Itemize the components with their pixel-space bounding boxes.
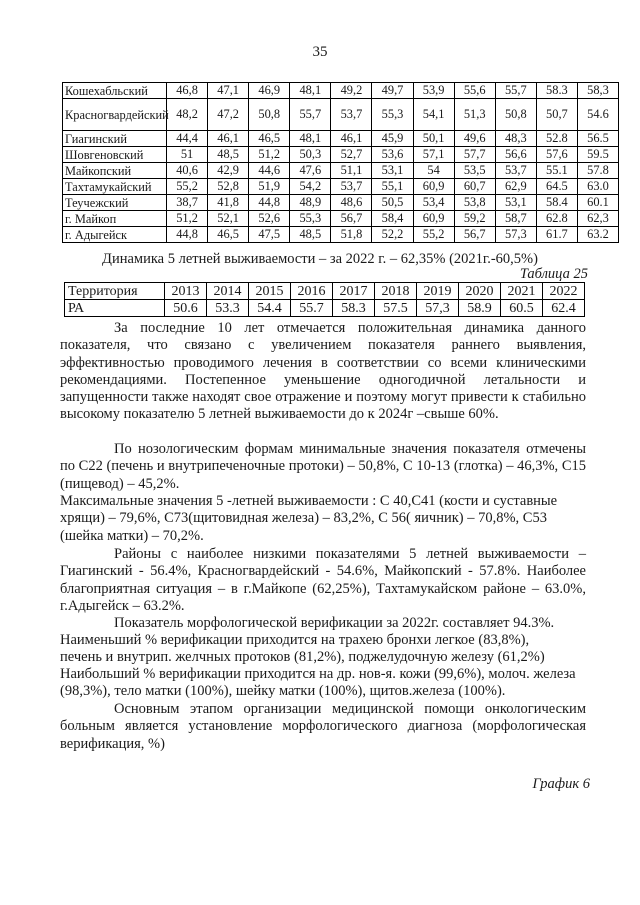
district-value-cell: 48,5 (290, 227, 331, 243)
district-value-cell: 52,8 (208, 179, 249, 195)
district-value-cell: 48,5 (208, 147, 249, 163)
district-value-cell: 52,1 (208, 211, 249, 227)
table-25-year-header: 2013 (165, 283, 207, 300)
district-value-cell: 55.1 (536, 163, 577, 179)
table-25-year-header: 2022 (543, 283, 585, 300)
district-value-cell: 63.0 (577, 179, 618, 195)
districts-table-row (63, 147, 619, 163)
district-value-cell: 47,2 (208, 99, 249, 131)
district-value-cell: 42,9 (208, 163, 249, 179)
district-value-cell: 55,3 (372, 99, 413, 131)
district-value-cell: 52,7 (331, 147, 372, 163)
table-25-year-header: 2014 (207, 283, 249, 300)
district-value-cell: 58,4 (372, 211, 413, 227)
district-value-cell: 51 (167, 147, 208, 163)
table-25-territory-cell: РА (65, 300, 165, 317)
district-value-cell: 44,6 (249, 163, 290, 179)
district-value-cell: 55,3 (290, 211, 331, 227)
district-value-cell: 38,7 (167, 195, 208, 211)
paragraph-verification-total: Показатель морфологической верификации за 2022г. составляет 94.3%. (114, 615, 555, 631)
table-25-year-header: 2018 (375, 283, 417, 300)
table-25-value-cell: 55.7 (291, 300, 333, 317)
district-value-cell: 57,7 (454, 147, 495, 163)
table-25-value-cell: 57.5 (375, 300, 417, 317)
table-25-value-cell: 53.3 (207, 300, 249, 317)
district-name-cell: Тахтамукайский (63, 179, 167, 195)
district-value-cell: 50,1 (413, 131, 454, 147)
table-25-value-cell: 62.4 (543, 300, 585, 317)
district-value-cell: 49,7 (372, 83, 413, 99)
district-value-cell: 56.5 (577, 131, 618, 147)
table-25-value-cell: 57,3 (417, 300, 459, 317)
district-value-cell: 44,4 (167, 131, 208, 147)
table-25-year-header: 2016 (291, 283, 333, 300)
district-value-cell: 53,6 (372, 147, 413, 163)
district-value-cell: 55,7 (290, 99, 331, 131)
paragraph-verification-min: Наименьший % верификации приходится на трахею бронхи легкое (83,8%), (60, 632, 530, 648)
district-value-cell: 55,1 (372, 179, 413, 195)
district-value-cell: 60,9 (413, 211, 454, 227)
district-value-cell: 51,9 (249, 179, 290, 195)
table-25-year-header: 2020 (459, 283, 501, 300)
district-value-cell: 49,2 (331, 83, 372, 99)
district-value-cell: 47,5 (249, 227, 290, 243)
district-value-cell: 58.3 (536, 83, 577, 99)
district-value-cell: 55,6 (454, 83, 495, 99)
district-value-cell: 50,7 (536, 99, 577, 131)
table-25-data-row (65, 300, 585, 317)
paragraph-trend: За последние 10 лет отмечается положительная динамика данного показателя, что связано с увеличением показателя раннего выявления, эффективностью проводимого лечения в соответствии со всеми клиническими рекомендациями. Постепенное уменьшение одногодичной летальности и запущенности также находят свое отражение и поэтому могут привести к стабильно высокому показателю 5 летней выживаемости до к 2024г –свыше 60%. (60, 320, 586, 423)
paragraph-max-values: Максимальные значения 5 -летней выживаемости : С 40,С41 (кости и суставные хрящи) – 79,6%, С73(щитовидная железа) – 83,2%, С 56( яичник) – 70,8%, С53 (шейка матки) – 70,2%. (60, 493, 558, 544)
table-25-year-header: 2017 (333, 283, 375, 300)
district-value-cell: 52,2 (372, 227, 413, 243)
paragraph-verification-max: Наибольший % верификации приходится на др. нов-я. кожи (99,6%), молоч. железа (98,3%), тело матки (100%), шейку матки (100%), щитов.железа (100%). (60, 666, 576, 700)
district-value-cell: 53,7 (495, 163, 536, 179)
paragraph-morphology: Основным этапом организации медицинской помощи онкологическим больным является установление морфологического диагноза (морфологическая верификация, %) (60, 701, 586, 752)
district-value-cell: 50,8 (249, 99, 290, 131)
district-value-cell: 62,3 (577, 211, 618, 227)
table-25-year-header: 2015 (249, 283, 291, 300)
district-value-cell: 46,9 (249, 83, 290, 99)
district-value-cell: 51,3 (454, 99, 495, 131)
district-value-cell: 51,8 (331, 227, 372, 243)
district-value-cell: 62.8 (536, 211, 577, 227)
district-value-cell: 51,2 (249, 147, 290, 163)
table-25-value-cell: 58.3 (333, 300, 375, 317)
district-value-cell: 53,7 (331, 179, 372, 195)
table-25-value-cell: 58.9 (459, 300, 501, 317)
district-name-cell: г. Майкоп (63, 211, 167, 227)
district-value-cell: 51,2 (167, 211, 208, 227)
district-name-cell: Кошехабльский (63, 83, 167, 99)
district-value-cell: 63.2 (577, 227, 618, 243)
district-value-cell: 54,2 (290, 179, 331, 195)
table-25-value-cell: 54.4 (249, 300, 291, 317)
districts-table-row (63, 211, 619, 227)
district-value-cell: 50,5 (372, 195, 413, 211)
district-value-cell: 57.8 (577, 163, 618, 179)
district-value-cell: 60,7 (454, 179, 495, 195)
table-25-territory-header: Территория (65, 283, 165, 300)
district-value-cell: 60.1 (577, 195, 618, 211)
table-25-value-cell: 60.5 (501, 300, 543, 317)
district-value-cell: 56,6 (495, 147, 536, 163)
district-value-cell: 40,6 (167, 163, 208, 179)
district-value-cell: 57,3 (495, 227, 536, 243)
district-value-cell: 54 (413, 163, 454, 179)
district-value-cell: 46,5 (249, 131, 290, 147)
district-value-cell: 48,1 (290, 83, 331, 99)
district-value-cell: 57,6 (536, 147, 577, 163)
district-name-cell: Майкопский (63, 163, 167, 179)
districts-table-row (63, 163, 619, 179)
dynamics-caption: Динамика 5 летней выживаемости – за 2022 г. – 62,35% (2021г.-60,5%) (102, 251, 538, 267)
district-value-cell: 50,8 (495, 99, 536, 131)
districts-table (62, 82, 619, 243)
district-name-cell: Теучежский (63, 195, 167, 211)
district-value-cell: 58.4 (536, 195, 577, 211)
district-value-cell: 56,7 (454, 227, 495, 243)
district-value-cell: 46,8 (167, 83, 208, 99)
paragraph-min-values: По нозологическим формам минимальные значения показателя отмечены по С22 (печень и внутрипеченочные протоки) – 50,8%, С 10-13 (глотка) – 46,3%, С15 (пищевод) – 45,2%. (60, 441, 586, 492)
district-value-cell: 50,3 (290, 147, 331, 163)
district-value-cell: 58,3 (577, 83, 618, 99)
district-value-cell: 52.8 (536, 131, 577, 147)
district-value-cell: 47,6 (290, 163, 331, 179)
graph-6-label: График 6 (532, 776, 590, 792)
district-value-cell: 48,1 (290, 131, 331, 147)
district-value-cell: 45,9 (372, 131, 413, 147)
district-value-cell: 61.7 (536, 227, 577, 243)
district-value-cell: 48,3 (495, 131, 536, 147)
district-value-cell: 60,9 (413, 179, 454, 195)
table-25-year-header: 2019 (417, 283, 459, 300)
district-value-cell: 53,1 (372, 163, 413, 179)
districts-table-row (63, 83, 619, 99)
district-value-cell: 62,9 (495, 179, 536, 195)
districts-table-row (63, 131, 619, 147)
district-name-cell: Шовгеновский (63, 147, 167, 163)
district-value-cell: 58,7 (495, 211, 536, 227)
district-value-cell: 48,9 (290, 195, 331, 211)
district-value-cell: 53,4 (413, 195, 454, 211)
districts-table-row (63, 179, 619, 195)
district-value-cell: 64.5 (536, 179, 577, 195)
table-25-label: Таблица 25 (519, 266, 588, 282)
page-number: 35 (312, 44, 328, 60)
district-value-cell: 49,6 (454, 131, 495, 147)
district-value-cell: 44,8 (249, 195, 290, 211)
district-value-cell: 53,9 (413, 83, 454, 99)
district-value-cell: 47,1 (208, 83, 249, 99)
district-value-cell: 59.5 (577, 147, 618, 163)
districts-table-row (63, 227, 619, 243)
districts-table-row (63, 99, 619, 131)
district-value-cell: 48,2 (167, 99, 208, 131)
district-value-cell: 54.6 (577, 99, 618, 131)
district-value-cell: 46,5 (208, 227, 249, 243)
table-25-value-cell: 50.6 (165, 300, 207, 317)
district-value-cell: 44,8 (167, 227, 208, 243)
paragraph-verification-min-cont: печень и внутрип. желчных протоков (81,2%), поджелудочную железу (61,2%) (60, 649, 545, 665)
district-value-cell: 48,6 (331, 195, 372, 211)
table-25-year-header: 2021 (501, 283, 543, 300)
district-value-cell: 54,1 (413, 99, 454, 131)
district-value-cell: 53,5 (454, 163, 495, 179)
district-value-cell: 55,2 (413, 227, 454, 243)
district-name-cell: Гиагинский (63, 131, 167, 147)
table-25-header-row (65, 283, 585, 300)
district-value-cell: 53,1 (495, 195, 536, 211)
district-name-cell: г. Адыгейск (63, 227, 167, 243)
district-value-cell: 55,2 (167, 179, 208, 195)
table-25 (64, 282, 585, 317)
district-value-cell: 56,7 (331, 211, 372, 227)
district-value-cell: 59,2 (454, 211, 495, 227)
district-value-cell: 53,7 (331, 99, 372, 131)
district-value-cell: 46,1 (208, 131, 249, 147)
district-value-cell: 46,1 (331, 131, 372, 147)
paragraph-districts: Районы с наиболее низкими показателями 5 летней выживаемости – Гиагинский - 56.4%, Красногвардейский - 54.6%, Майкопский - 57.8%. Наиболее благоприятная ситуация – в г.Майкопе (62,25%), Тахтамукайском районе – 63.0%, г.Адыгейск – 63.2%. (60, 546, 586, 614)
district-value-cell: 51,1 (331, 163, 372, 179)
district-value-cell: 52,6 (249, 211, 290, 227)
district-value-cell: 41,8 (208, 195, 249, 211)
district-value-cell: 53,8 (454, 195, 495, 211)
district-name-cell: Красногвардейский (63, 99, 167, 131)
districts-table-row (63, 195, 619, 211)
district-value-cell: 57,1 (413, 147, 454, 163)
district-value-cell: 55,7 (495, 83, 536, 99)
